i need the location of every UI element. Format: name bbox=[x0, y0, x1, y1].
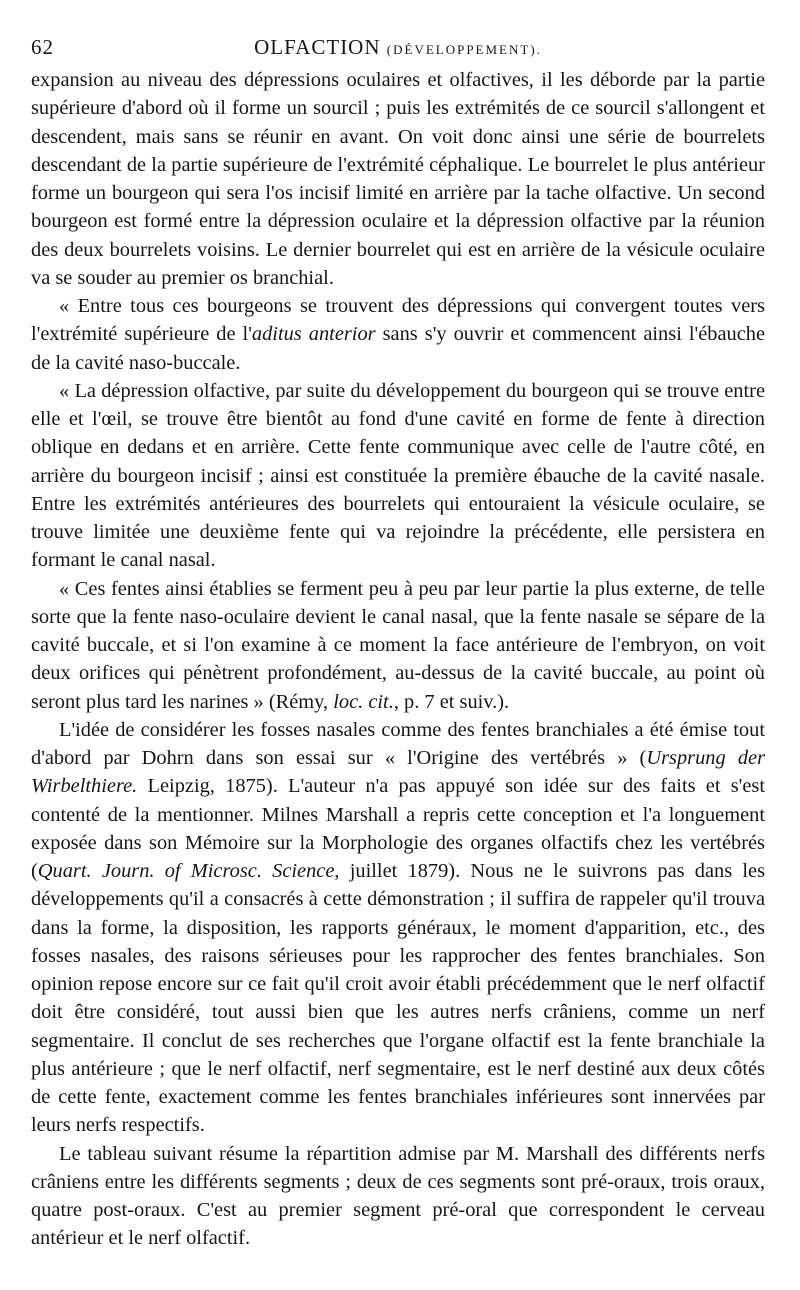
italic-journal: Quart. Journ. of Microsc. Science bbox=[37, 860, 335, 882]
italic-citation: loc. cit. bbox=[333, 690, 394, 713]
paragraph-table-intro: Le tableau suivant résume la répartition admise par M. Marshall des différents nerfs crâniens entre les différents segments ; deux de ces segments sont pré-oraux, trois oraux, quatre post-oraux. C'est au premier segment pré-oral que correspondent le cerveau antérieur et le nerf olfactif. bbox=[31, 1142, 765, 1250]
text-run: , juillet 1879). Nous ne le suivrons pas dans les développements qu'il a consacrés à cette démonstration ; il suffira de rappeler qu'il trouva dans la forme, la disposition, les rapports généraux, le moment d'apparition, etc., des fosses nasales, des raisons sérieuses pour les rapprocher des fentes branchiales. Son opinion repose encore sur ce fait qu'il croit avoir établi précédemment que le nerf olfactif doit être considéré, tout aussi bien que les autres nerfs crâniens, comme un nerf segmentaire. Il conclut de ses recherches que l'organe olfactif est la fente branchiale la plus antérieure ; que le nerf olfactif, nerf segmentaire, est le nerf destiné aux deux côtés de cette fente, exactement comme les fentes branchiales inférieures sont innervées par leurs nerfs respectifs. bbox=[31, 860, 766, 1137]
paragraph-quote-3 bbox=[31, 575, 765, 716]
page-number: 62 bbox=[31, 35, 54, 59]
text-run: L'idée de considérer les fosses nasales comme des fentes branchiales a été émise tout d'abord par Dohrn dans son essai sur « l'Origine des vertébrés » ( bbox=[31, 718, 765, 769]
running-head-subtitle: (DÉVELOPPEMENT). bbox=[386, 42, 542, 57]
text-run: , p. 7 et suiv.). bbox=[393, 690, 510, 713]
page-header bbox=[31, 32, 765, 62]
text-run: Leipzig, 1875). L'auteur n'a pas appuyé son idée sur des faits et s'est contenté de la mentionner. Milnes Marshall a repris cette conception et l'a longuement exposée dans son Mémoire sur la Morphologie des organes olfactifs chez les vertébrés ( bbox=[31, 775, 765, 882]
paragraph-dohrn-marshall bbox=[31, 716, 765, 1140]
text-run: « Ces fentes ainsi établies se ferment peu à peu par leur partie la plus externe, de telle sorte que la fente naso-oculaire devient le canal nasal, que la fente nasale se sépare de la cavité buccale, et si l'on examine à ce moment la face antérieure de l'embryon, on voit deux orifices qui pénètrent profondément, au-dessus de la cavité buccale, au point où seront plus tard les narines » (Rémy, bbox=[31, 577, 765, 713]
running-head bbox=[31, 32, 765, 65]
italic-term: aditus anterior bbox=[251, 323, 376, 346]
text-run: sans s'y ouvrir et commencent ainsi l'ébauche de la cavité naso-buccale. bbox=[31, 323, 765, 374]
italic-title: Ursprung der Wirbelthiere. bbox=[31, 747, 765, 798]
paragraph-continued: expansion au niveau des dépressions oculaires et olfactives, il les déborde par la partie supérieure d'abord où il forme un sourcil ; puis les extrémités de ce sourcil s'allongent et descendent, mais sans se réunir en avant. On voit donc ainsi une série de bourrelets descendant de la partie supérieure de l'extrémité céphalique. Le bourrelet le plus antérieur forme un bourgeon qui sera l'os incisif limité en arrière par la tache olfactive. Un second bourgeon est formé entre la dépression oculaire et la dépression olfactive par la réunion des deux bourrelets voisins. Le dernier bourrelet qui est en arrière de la vésicule oculaire va se souder au premier os branchial. bbox=[31, 69, 765, 289]
paragraph-quote-2: « La dépression olfactive, par suite du développement du bourgeon qui se trouve entre elle et l'œil, se trouve être bientôt au fond d'une cavité en forme de fente à direction oblique en dedans et en arrière. Cette fente communique avec celle de l'autre côté, en arrière du bourgeon incisif ; ainsi est constituée la première ébauche de la cavité nasale. Entre les extrémités antérieures des bourrelets qui entouraient la vésicule oculaire, se trouve limitée une deuxième fente qui va rejoindre la précédente, elle persistera en formant le canal nasal. bbox=[31, 379, 765, 572]
text-run: « Entre tous ces bourgeons se trouvent des dépressions qui convergent toutes vers l'extrémité supérieure de l' bbox=[31, 295, 765, 346]
paragraph-quote-1 bbox=[31, 292, 765, 377]
body-text bbox=[31, 66, 765, 1253]
running-head-title: OLFACTION bbox=[254, 35, 381, 59]
